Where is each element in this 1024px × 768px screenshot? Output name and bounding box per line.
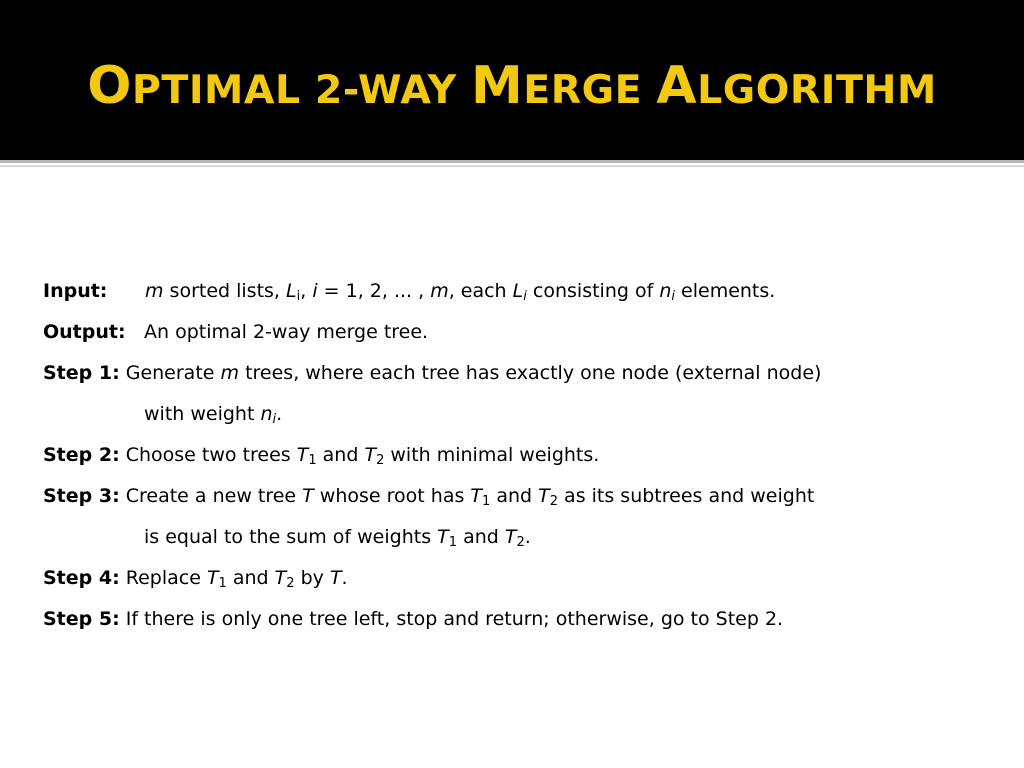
- subscript: 1: [218, 576, 227, 591]
- text-run: and: [316, 444, 365, 466]
- subscript: i: [296, 289, 301, 304]
- text-run: and: [226, 567, 275, 589]
- text-run: as its subtrees and weight: [558, 485, 815, 507]
- text-run: i: [312, 280, 318, 302]
- divider-line: [0, 160, 1024, 163]
- text-run: by: [294, 567, 330, 589]
- text-run: .: [524, 526, 531, 548]
- subscript: 2: [516, 535, 525, 550]
- text-run: T: [437, 526, 449, 548]
- text-run: = 1, 2, ... ,: [317, 280, 431, 302]
- input-line: [43, 279, 775, 303]
- text-run: elements.: [675, 280, 776, 302]
- text-run: m: [220, 362, 240, 384]
- slide-title: [0, 56, 1024, 120]
- text-run: Choose two trees: [119, 444, 297, 466]
- text-run: T: [470, 485, 483, 507]
- step2-line: [43, 443, 599, 467]
- text-run: T: [329, 567, 342, 589]
- step4-label: Step 4:: [43, 567, 120, 589]
- text-run: If there is only one tree left, stop and return; otherwise, go to Step 2.: [119, 608, 784, 630]
- step3-line: [43, 484, 814, 508]
- step3-label: Step 3:: [43, 485, 120, 507]
- text-run: L: [286, 280, 297, 302]
- text-run: Create a new tree: [119, 485, 303, 507]
- subscript: 2: [286, 576, 295, 591]
- title-part: PTIMAL 2-WAY: [131, 67, 471, 113]
- step5-label: Step 5:: [43, 608, 120, 630]
- title-part: O: [87, 56, 132, 116]
- text-run: T: [296, 444, 309, 466]
- text-run: T: [302, 485, 314, 507]
- text-run: T: [364, 444, 377, 466]
- text-run: n: [659, 280, 672, 302]
- title-part: M: [471, 56, 524, 116]
- text-run: ,: [300, 280, 313, 302]
- subscript: 1: [308, 453, 317, 468]
- text-run: An optimal 2-way merge tree.: [144, 321, 429, 343]
- step2-label: Step 2:: [43, 444, 120, 466]
- subscript: 1: [448, 535, 458, 550]
- text-run: .: [276, 403, 283, 425]
- step1-line: [43, 361, 821, 385]
- subscript: 2: [376, 453, 385, 468]
- output-label: Output:: [43, 321, 126, 343]
- subscript: 1: [482, 494, 491, 509]
- text-run: with minimal weights.: [384, 444, 600, 466]
- input-label: Input:: [43, 280, 108, 302]
- text-run: consisting of: [526, 280, 660, 302]
- text-run: T: [538, 485, 550, 507]
- subscript: i: [671, 289, 675, 304]
- text-run: n: [260, 403, 273, 425]
- text-run: trees, where each tree has exactly one node (external node): [239, 362, 822, 384]
- text-run: and: [457, 526, 505, 548]
- text-run: T: [206, 567, 219, 589]
- text-run: L: [512, 280, 524, 302]
- title-bar: [0, 0, 1024, 160]
- divider-line: [0, 165, 1024, 167]
- subscript: i: [272, 412, 277, 427]
- text-run: .: [341, 567, 348, 589]
- text-run: and: [490, 485, 539, 507]
- text-run: m: [145, 280, 164, 302]
- title-part: LGORITHM: [697, 67, 937, 113]
- step1-label: Step 1:: [43, 362, 120, 384]
- text-run: m: [430, 280, 449, 302]
- text-run: T: [274, 567, 287, 589]
- text-run: whose root has: [313, 485, 471, 507]
- title-part: ERGE: [523, 67, 657, 113]
- text-run: sorted lists,: [163, 280, 287, 302]
- step4-line: [43, 566, 348, 590]
- text-run: with weight: [144, 403, 261, 425]
- text-run: Replace: [119, 567, 207, 589]
- step1-continuation: [144, 402, 282, 426]
- output-line: [43, 320, 428, 344]
- text-run: Generate: [119, 362, 221, 384]
- subscript: i: [523, 289, 527, 304]
- step5-line: [43, 607, 783, 631]
- title-part: A: [656, 56, 698, 116]
- subscript: 2: [549, 494, 559, 509]
- step3-continuation: [144, 525, 531, 549]
- text-run: , each: [448, 280, 513, 302]
- text-run: T: [504, 526, 517, 548]
- text-run: is equal to the sum of weights: [144, 526, 438, 548]
